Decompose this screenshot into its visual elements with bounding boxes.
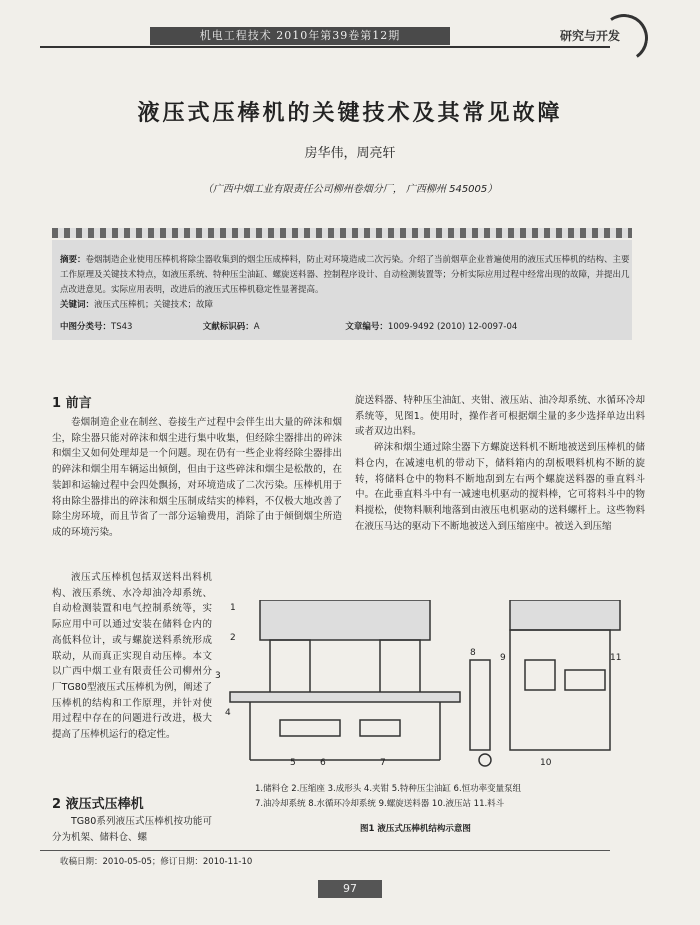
storage-bin	[260, 600, 430, 640]
label-2: 2	[230, 633, 236, 643]
paper-title: 液压式压棒机的关键技术及其常见故障	[137, 100, 563, 126]
doc-code-text: A	[253, 322, 260, 332]
abstract-stripe	[52, 228, 632, 238]
footer-rule	[40, 850, 610, 851]
abstract-text: 卷烟制造企业使用压棒机将除尘器收集到的烟尘压成棒料，防止对环境造成二次污染。介绍了当前烟草企业普遍使用的液压式压棒机的结构、主要工作原理及关键技术特点，如液压系统、特种压尘油缸、螺旋送料器、控制程序设计、自动检测装置等；分析实际应用过程中经常出现的故障，并提出几点改进意见。实际应用表明，改进后的液压式压棒机稳定性显著提高。	[60, 255, 630, 295]
label-5: 5	[290, 758, 296, 768]
clc-label: 中图分类号：	[60, 322, 112, 332]
label-1: 1	[230, 603, 236, 613]
label-4: 4	[225, 708, 231, 718]
abstract	[60, 253, 630, 313]
section2-title: 2 液压式压棒机	[52, 797, 144, 812]
label-10: 10	[540, 758, 552, 768]
doc-code-label: 文献标识码：	[202, 322, 254, 332]
authors: 房华伟，周亮轩	[304, 146, 396, 161]
label-6: 6	[320, 758, 326, 768]
section1-para1: 卷烟制造企业在制丝、卷接生产过程中会伴生出大量的碎沫和烟尘，除尘器只能对碎沫和烟尘进行集中收集，但经除尘器排出的碎沫和烟尘又如何处理却是一个问题。现在仍有一些企业将经除尘器排出的碎沫和烟尘用车辆运出倾倒，但由于这些碎沫和烟尘是松散的，在装卸和运输过程中会四处飘扬，对环境造成了二次污染。压棒机用于将由除尘器排出的碎沫和烟尘压制成结实的棒料，不仅极大地改善了除尘房环境，而且节省了一部分运输费用，消除了由于倾倒烟尘所造成的环境污染。	[52, 417, 342, 538]
figure-legend-1: 1.储料仓 2.压缩座 3.成形头 4.夹钳 5.特种压尘油缸 6.恒功率变量泵组	[255, 784, 522, 794]
abstract-label: 摘要：	[60, 255, 86, 265]
clc-text: TS43	[111, 322, 133, 332]
section2-block	[52, 793, 212, 845]
section-label: 研究与开发	[560, 29, 621, 43]
label-9: 9	[500, 653, 506, 663]
affiliation: （广西中烟工业有限责任公司柳州卷烟分厂， 广西柳州 545005）	[202, 184, 498, 195]
left-column	[52, 392, 342, 541]
header-rule	[40, 46, 610, 48]
section2-para1: TG80系列液压式压棒机按功能可分为机架、储料仓、螺	[52, 816, 212, 843]
right-para2: 碎沫和烟尘通过除尘器下方螺旋送料机不断地被送到压棒机的储料仓内，在减速电机的带动下，储料箱内的刮板喂料机构不断的旋转，将储料仓中的物料不断地刮到左右两个螺旋送料器的垂直料斗中。在此垂直料斗中有一减速电机驱动的搅料棒，它可将料斗中的物料搅松，使物料顺利地落到由液压电机驱动的送料螺杆上。这些物料在液压马达的驱动下不断地被送入到压缩座中。被送入到压缩	[355, 442, 645, 532]
section1-title: 1 前言	[52, 396, 92, 411]
figure-diagram	[210, 600, 630, 770]
label-7: 7	[380, 758, 386, 768]
figure-legend-2: 7.油冷却系统 8.水循环冷却系统 9.螺旋送料器 10.液压站 11.料斗	[255, 799, 505, 809]
figure-caption: 图1 液压式压棒机结构示意图	[360, 824, 471, 834]
label-11: 11	[610, 653, 622, 663]
label-8: 8	[470, 648, 476, 658]
left-narrow-column	[52, 570, 212, 743]
article-no-label: 文章编号：	[345, 322, 388, 332]
meta-line	[60, 320, 630, 332]
keywords-text: 液压式压棒机；关键技术；故障	[94, 300, 214, 310]
keywords-label: 关键词：	[60, 300, 95, 310]
section1-para2: 液压式压棒机包括双送料出料机构、液压系统、水冷却油冷却系统、自动检测装置和电气控制系统等，实际应用中可以通过安装在储料仓内的高低料位计，或与螺旋送料系统形成联动，从而真正实现自动压棒。本文以广西中烟工业有限责任公司柳州分厂TG80型液压式压棒机为例，阐述了压棒机的结构和工作原理，并针对使用过程中存在的问题进行改进，极大提高了压棒机运行的稳定性。	[52, 572, 212, 741]
journal-header: 机电工程技术 2010年第39卷第12期	[150, 27, 450, 45]
section-arc-icon	[596, 10, 652, 66]
received-date: 收稿日期：2010-05-05；修订日期：2010-11-10	[60, 857, 253, 867]
right-para1: 旋送料器、特种压尘油缸、夹钳、液压站、油冷却系统、水循环冷却系统等，见图1。使用时，操作者可根据烟尘量的多少选择单边出料或者双边出料。	[355, 395, 645, 438]
label-3: 3	[215, 671, 221, 681]
page-number: 97	[318, 880, 382, 898]
right-column	[355, 393, 645, 534]
article-no-text: 1009-9492 (2010) 12-0097-04	[387, 322, 518, 332]
